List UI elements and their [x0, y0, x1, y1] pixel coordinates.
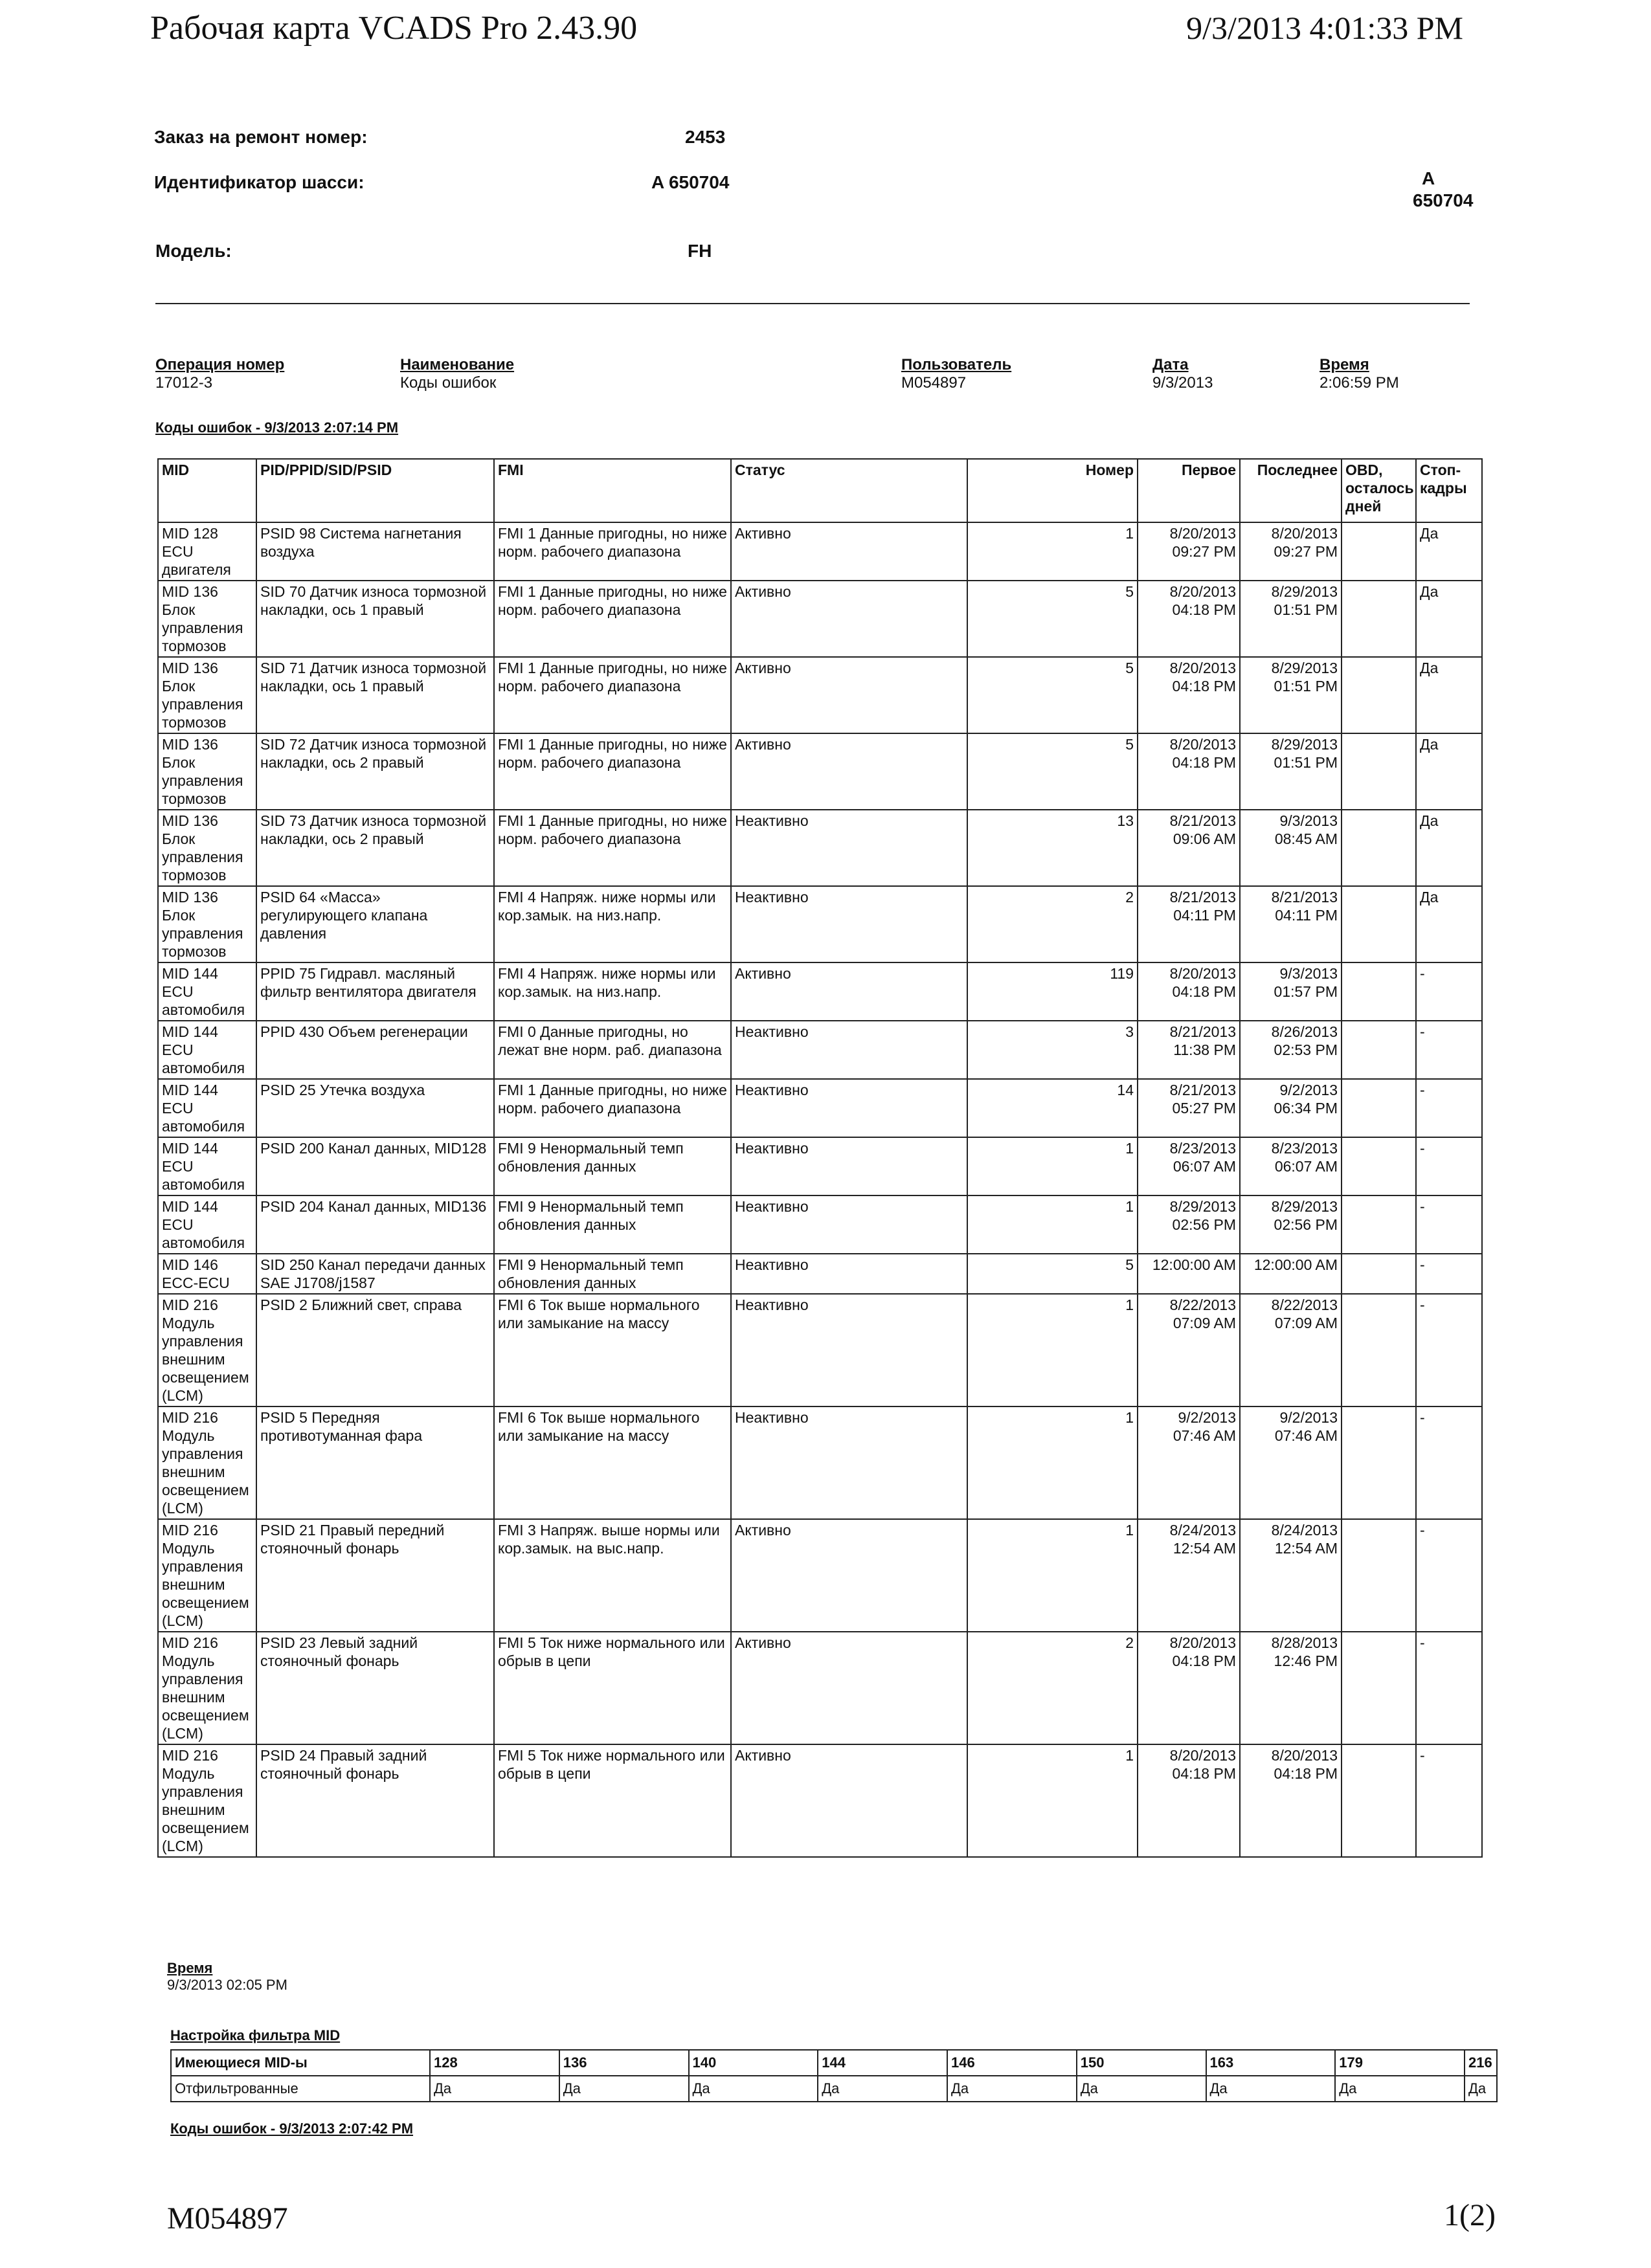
available-mid-cell: 146: [947, 2050, 1077, 2076]
cell-fmi: FMI 5 Ток ниже нормального или обрыв в цепи: [494, 1744, 731, 1857]
cell-last: 8/26/2013 02:53 PM: [1240, 1021, 1342, 1079]
cell-status: Активно: [731, 581, 967, 657]
table-row: [158, 657, 1482, 733]
cell-fmi: FMI 6 Ток выше нормального или замыкание на массу: [494, 1406, 731, 1519]
document-title: Рабочая карта VCADS Pro 2.43.90: [150, 10, 638, 47]
cell-number: 1: [967, 1519, 1138, 1632]
cell-fmi: FMI 4 Напряж. ниже нормы или кор.замык. на низ.напр.: [494, 962, 731, 1021]
col-status: Статус: [731, 459, 967, 522]
cell-number: 1: [967, 1195, 1138, 1254]
cell-mid: MID 136 Блок управления тормозов: [158, 733, 256, 810]
operation-date-heading: Дата: [1152, 356, 1189, 373]
operation-number-heading: Операция номер: [155, 356, 285, 373]
operation-user-heading: Пользователь: [901, 356, 1012, 373]
cell-pid: PSID 98 Система нагнетания воздуха: [256, 522, 494, 581]
cell-number: 13: [967, 810, 1138, 886]
cell-freeze-frame: -: [1416, 1519, 1482, 1632]
operation-time-value: 2:06:59 PM: [1320, 374, 1399, 392]
cell-status: Активно: [731, 962, 967, 1021]
cell-status: Неактивно: [731, 1195, 967, 1254]
available-mid-cell: 128: [430, 2050, 559, 2076]
mid-filter-table: [170, 2049, 1498, 2102]
mid-filter-available-row: [171, 2050, 1497, 2076]
table-row: [158, 733, 1482, 810]
cell-mid: MID 136 Блок управления тормозов: [158, 886, 256, 962]
time-value: 9/3/2013 02:05 PM: [167, 1977, 287, 1993]
operation-name-heading: Наименование: [400, 356, 515, 373]
filtered-cell: Да: [1465, 2076, 1497, 2102]
cell-obd: [1342, 1519, 1416, 1632]
cell-mid: MID 216 Модуль управления внешним освещением (LCM): [158, 1519, 256, 1632]
cell-mid: MID 128 ECU двигателя: [158, 522, 256, 581]
table-row: [158, 886, 1482, 962]
table-row: [158, 1294, 1482, 1406]
cell-freeze-frame: -: [1416, 1021, 1482, 1079]
cell-freeze-frame: Да: [1416, 657, 1482, 733]
operation-time-heading: Время: [1320, 356, 1369, 373]
cell-obd: [1342, 1294, 1416, 1406]
cell-freeze-frame: Да: [1416, 810, 1482, 886]
cell-last: 8/29/2013 01:51 PM: [1240, 581, 1342, 657]
col-first: Первое: [1138, 459, 1240, 522]
cell-last: 8/28/2013 12:46 PM: [1240, 1632, 1342, 1744]
cell-first: 8/20/2013 04:18 PM: [1138, 962, 1240, 1021]
cell-mid: MID 136 Блок управления тормозов: [158, 581, 256, 657]
cell-freeze-frame: -: [1416, 1137, 1482, 1195]
cell-freeze-frame: -: [1416, 1254, 1482, 1294]
cell-status: Неактивно: [731, 886, 967, 962]
cell-freeze-frame: Да: [1416, 886, 1482, 962]
cell-status: Активно: [731, 1744, 967, 1857]
table-row: [158, 1519, 1482, 1632]
available-mid-cell: 136: [559, 2050, 689, 2076]
cell-status: Неактивно: [731, 1254, 967, 1294]
cell-fmi: FMI 1 Данные пригодны, но ниже норм. рабочего диапазона: [494, 810, 731, 886]
cell-number: 2: [967, 1632, 1138, 1744]
cell-obd: [1342, 886, 1416, 962]
cell-first: 8/20/2013 04:18 PM: [1138, 657, 1240, 733]
col-obd: OBD, осталось дней: [1342, 459, 1416, 522]
cell-freeze-frame: -: [1416, 962, 1482, 1021]
cell-fmi: FMI 3 Напряж. выше нормы или кор.замык. на выс.напр.: [494, 1519, 731, 1632]
cell-first: 8/21/2013 09:06 AM: [1138, 810, 1240, 886]
filtered-cell: Да: [1077, 2076, 1206, 2102]
cell-freeze-frame: Да: [1416, 581, 1482, 657]
cell-mid: MID 136 Блок управления тормозов: [158, 810, 256, 886]
cell-freeze-frame: -: [1416, 1294, 1482, 1406]
cell-number: 119: [967, 962, 1138, 1021]
cell-fmi: FMI 9 Ненормальный темп обновления данных: [494, 1137, 731, 1195]
cell-obd: [1342, 1021, 1416, 1079]
cell-freeze-frame: -: [1416, 1632, 1482, 1744]
cell-first: 12:00:00 AM: [1138, 1254, 1240, 1294]
cell-status: Активно: [731, 1632, 967, 1744]
cell-number: 1: [967, 1744, 1138, 1857]
cell-first: 8/23/2013 06:07 AM: [1138, 1137, 1240, 1195]
cell-last: 12:00:00 AM: [1240, 1254, 1342, 1294]
operation-number-value: 17012-3: [155, 374, 213, 392]
table-row: [158, 1195, 1482, 1254]
cell-number: 1: [967, 1137, 1138, 1195]
cell-pid: SID 71 Датчик износа тормозной накладки, ось 1 правый: [256, 657, 494, 733]
cell-number: 1: [967, 522, 1138, 581]
cell-fmi: FMI 0 Данные пригодны, но лежат вне норм. раб. диапазона: [494, 1021, 731, 1079]
cell-pid: SID 250 Канал передачи данных SAE J1708/j1587: [256, 1254, 494, 1294]
cell-mid: MID 216 Модуль управления внешним освещением (LCM): [158, 1744, 256, 1857]
operation-name-value: Коды ошибок: [400, 374, 497, 392]
filtered-cell: Да: [1335, 2076, 1465, 2102]
cell-freeze-frame: -: [1416, 1079, 1482, 1137]
table-row: [158, 581, 1482, 657]
cell-number: 14: [967, 1079, 1138, 1137]
footer-page-number: 1(2): [1444, 2198, 1496, 2232]
mid-filter-filtered-row: [171, 2076, 1497, 2102]
available-mid-cell: 140: [689, 2050, 818, 2076]
cell-last: 8/21/2013 04:11 PM: [1240, 886, 1342, 962]
cell-freeze-frame: Да: [1416, 733, 1482, 810]
available-mid-cell: 150: [1077, 2050, 1206, 2076]
cell-freeze-frame: Да: [1416, 522, 1482, 581]
cell-status: Неактивно: [731, 1137, 967, 1195]
operation-date-value: 9/3/2013: [1152, 374, 1213, 392]
fault-codes-title: Коды ошибок - 9/3/2013 2:07:14 PM: [155, 419, 399, 436]
table-row: [158, 810, 1482, 886]
cell-last: 8/20/2013 04:18 PM: [1240, 1744, 1342, 1857]
cell-pid: PSID 204 Канал данных, MID136: [256, 1195, 494, 1254]
chassis-id-label: Идентификатор шасси:: [154, 172, 365, 192]
cell-fmi: FMI 1 Данные пригодны, но ниже норм. рабочего диапазона: [494, 522, 731, 581]
repair-order-label: Заказ на ремонт номер:: [154, 127, 368, 147]
cell-status: Неактивно: [731, 1079, 967, 1137]
cell-first: 8/20/2013 04:18 PM: [1138, 1632, 1240, 1744]
cell-pid: PSID 64 «Масса» регулирующего клапана давления: [256, 886, 494, 962]
chassis-id-right-2: 650704: [1413, 190, 1474, 210]
cell-pid: PSID 23 Левый задний стояночный фонарь: [256, 1632, 494, 1744]
cell-first: 8/20/2013 04:18 PM: [1138, 1744, 1240, 1857]
cell-last: 8/29/2013 01:51 PM: [1240, 733, 1342, 810]
cell-obd: [1342, 733, 1416, 810]
cell-mid: MID 216 Модуль управления внешним освещением (LCM): [158, 1406, 256, 1519]
cell-mid: MID 146 ECC-ECU: [158, 1254, 256, 1294]
cell-pid: PSID 5 Передняя противотуманная фара: [256, 1406, 494, 1519]
table-row: [158, 1254, 1482, 1294]
cell-last: 8/20/2013 09:27 PM: [1240, 522, 1342, 581]
available-mid-cell: 216: [1465, 2050, 1497, 2076]
footer-user-id: M054897: [167, 2201, 288, 2236]
cell-fmi: FMI 5 Ток ниже нормального или обрыв в цепи: [494, 1632, 731, 1744]
available-mid-cell: 163: [1206, 2050, 1336, 2076]
cell-status: Активно: [731, 1519, 967, 1632]
cell-pid: PSID 2 Ближний свет, справа: [256, 1294, 494, 1406]
table-row: [158, 962, 1482, 1021]
cell-pid: SID 70 Датчик износа тормозной накладки, ось 1 правый: [256, 581, 494, 657]
cell-fmi: FMI 1 Данные пригодны, но ниже норм. рабочего диапазона: [494, 733, 731, 810]
cell-number: 1: [967, 1406, 1138, 1519]
col-number: Номер: [967, 459, 1138, 522]
table-header-row: [158, 459, 1482, 522]
available-mids-label: Имеющиеся MID-ы: [171, 2050, 430, 2076]
available-mid-cell: 179: [1335, 2050, 1465, 2076]
cell-fmi: FMI 1 Данные пригодны, но ниже норм. рабочего диапазона: [494, 581, 731, 657]
table-row: [158, 1079, 1482, 1137]
cell-obd: [1342, 1254, 1416, 1294]
col-fmi: FMI: [494, 459, 731, 522]
cell-last: 9/2/2013 06:34 PM: [1240, 1079, 1342, 1137]
print-datetime: 9/3/2013 4:01:33 PM: [1186, 10, 1463, 46]
cell-obd: [1342, 962, 1416, 1021]
cell-mid: MID 144 ECU автомобиля: [158, 1021, 256, 1079]
cell-number: 5: [967, 1254, 1138, 1294]
cell-fmi: FMI 6 Ток выше нормального или замыкание на массу: [494, 1294, 731, 1406]
cell-pid: PSID 24 Правый задний стояночный фонарь: [256, 1744, 494, 1857]
cell-mid: MID 144 ECU автомобиля: [158, 1195, 256, 1254]
cell-first: 8/21/2013 04:11 PM: [1138, 886, 1240, 962]
cell-freeze-frame: -: [1416, 1406, 1482, 1519]
cell-last: 9/2/2013 07:46 AM: [1240, 1406, 1342, 1519]
cell-mid: MID 144 ECU автомобиля: [158, 1079, 256, 1137]
table-row: [158, 1137, 1482, 1195]
cell-obd: [1342, 810, 1416, 886]
cell-last: 8/23/2013 06:07 AM: [1240, 1137, 1342, 1195]
cell-first: 8/22/2013 07:09 AM: [1138, 1294, 1240, 1406]
cell-pid: PSID 25 Утечка воздуха: [256, 1079, 494, 1137]
cell-pid: SID 73 Датчик износа тормозной накладки, ось 2 правый: [256, 810, 494, 886]
cell-status: Активно: [731, 522, 967, 581]
filtered-cell: Да: [1206, 2076, 1336, 2102]
filtered-cell: Да: [559, 2076, 689, 2102]
cell-status: Неактивно: [731, 1021, 967, 1079]
cell-obd: [1342, 1406, 1416, 1519]
cell-first: 8/20/2013 04:18 PM: [1138, 581, 1240, 657]
cell-first: 8/21/2013 11:38 PM: [1138, 1021, 1240, 1079]
mid-filter-title: Настройка фильтра MID: [170, 2027, 341, 2043]
cell-fmi: FMI 4 Напряж. ниже нормы или кор.замык. на низ.напр.: [494, 886, 731, 962]
cell-number: 5: [967, 657, 1138, 733]
chassis-id-value: A 650704: [651, 172, 730, 192]
cell-fmi: FMI 1 Данные пригодны, но ниже норм. рабочего диапазона: [494, 657, 731, 733]
table-row: [158, 1632, 1482, 1744]
fault-codes-title-2: Коды ошибок - 9/3/2013 2:07:42 PM: [170, 2120, 414, 2137]
cell-status: Активно: [731, 733, 967, 810]
cell-mid: MID 216 Модуль управления внешним освещением (LCM): [158, 1632, 256, 1744]
fault-codes-table: [157, 458, 1483, 1858]
table-row: [158, 1021, 1482, 1079]
table-row: [158, 1406, 1482, 1519]
cell-freeze-frame: -: [1416, 1744, 1482, 1857]
cell-last: 8/29/2013 01:51 PM: [1240, 657, 1342, 733]
col-freeze-frames: Стоп-кадры: [1416, 459, 1482, 522]
cell-freeze-frame: -: [1416, 1195, 1482, 1254]
cell-fmi: FMI 9 Ненормальный темп обновления данных: [494, 1195, 731, 1254]
cell-pid: PPID 75 Гидравл. масляный фильтр вентилятора двигателя: [256, 962, 494, 1021]
cell-first: 8/21/2013 05:27 PM: [1138, 1079, 1240, 1137]
cell-status: Активно: [731, 657, 967, 733]
cell-obd: [1342, 1632, 1416, 1744]
cell-fmi: FMI 1 Данные пригодны, но ниже норм. рабочего диапазона: [494, 1079, 731, 1137]
model-value: FH: [688, 241, 712, 261]
cell-mid: MID 136 Блок управления тормозов: [158, 657, 256, 733]
cell-last: 8/22/2013 07:09 AM: [1240, 1294, 1342, 1406]
cell-pid: PSID 200 Канал данных, MID128: [256, 1137, 494, 1195]
repair-order-value: 2453: [685, 127, 726, 147]
separator-line: [155, 303, 1470, 304]
table-row: [158, 1744, 1482, 1857]
cell-obd: [1342, 1195, 1416, 1254]
table-row: [158, 522, 1482, 581]
cell-mid: MID 144 ECU автомобиля: [158, 1137, 256, 1195]
filtered-cell: Да: [430, 2076, 559, 2102]
cell-number: 5: [967, 581, 1138, 657]
col-last: Последнее: [1240, 459, 1342, 522]
cell-pid: PSID 21 Правый передний стояночный фонарь: [256, 1519, 494, 1632]
filtered-cell: Да: [818, 2076, 947, 2102]
cell-mid: MID 216 Модуль управления внешним освещением (LCM): [158, 1294, 256, 1406]
cell-status: Неактивно: [731, 1406, 967, 1519]
cell-fmi: FMI 9 Ненормальный темп обновления данных: [494, 1254, 731, 1294]
model-label: Модель:: [155, 241, 232, 261]
cell-number: 5: [967, 733, 1138, 810]
cell-status: Неактивно: [731, 1294, 967, 1406]
cell-obd: [1342, 522, 1416, 581]
cell-status: Неактивно: [731, 810, 967, 886]
filtered-cell: Да: [947, 2076, 1077, 2102]
cell-obd: [1342, 1744, 1416, 1857]
chassis-id-right-1: A: [1422, 168, 1435, 188]
operation-user-value: M054897: [901, 374, 967, 392]
filtered-label: Отфильтрованные: [171, 2076, 430, 2102]
cell-last: 8/24/2013 12:54 AM: [1240, 1519, 1342, 1632]
cell-obd: [1342, 581, 1416, 657]
time-label: Время: [167, 1960, 213, 1976]
available-mid-cell: 144: [818, 2050, 947, 2076]
col-pid: PID/PPID/SID/PSID: [256, 459, 494, 522]
cell-last: 9/3/2013 08:45 AM: [1240, 810, 1342, 886]
cell-mid: MID 144 ECU автомобиля: [158, 962, 256, 1021]
col-mid: MID: [158, 459, 256, 522]
cell-number: 3: [967, 1021, 1138, 1079]
cell-first: 8/29/2013 02:56 PM: [1138, 1195, 1240, 1254]
cell-number: 1: [967, 1294, 1138, 1406]
cell-first: 8/20/2013 04:18 PM: [1138, 733, 1240, 810]
filtered-cell: Да: [689, 2076, 818, 2102]
cell-first: 8/24/2013 12:54 AM: [1138, 1519, 1240, 1632]
cell-obd: [1342, 1137, 1416, 1195]
cell-first: 9/2/2013 07:46 AM: [1138, 1406, 1240, 1519]
cell-number: 2: [967, 886, 1138, 962]
cell-obd: [1342, 1079, 1416, 1137]
cell-pid: SID 72 Датчик износа тормозной накладки, ось 2 правый: [256, 733, 494, 810]
cell-last: 9/3/2013 01:57 PM: [1240, 962, 1342, 1021]
cell-obd: [1342, 657, 1416, 733]
cell-last: 8/29/2013 02:56 PM: [1240, 1195, 1342, 1254]
cell-first: 8/20/2013 09:27 PM: [1138, 522, 1240, 581]
cell-pid: PPID 430 Объем регенерации: [256, 1021, 494, 1079]
